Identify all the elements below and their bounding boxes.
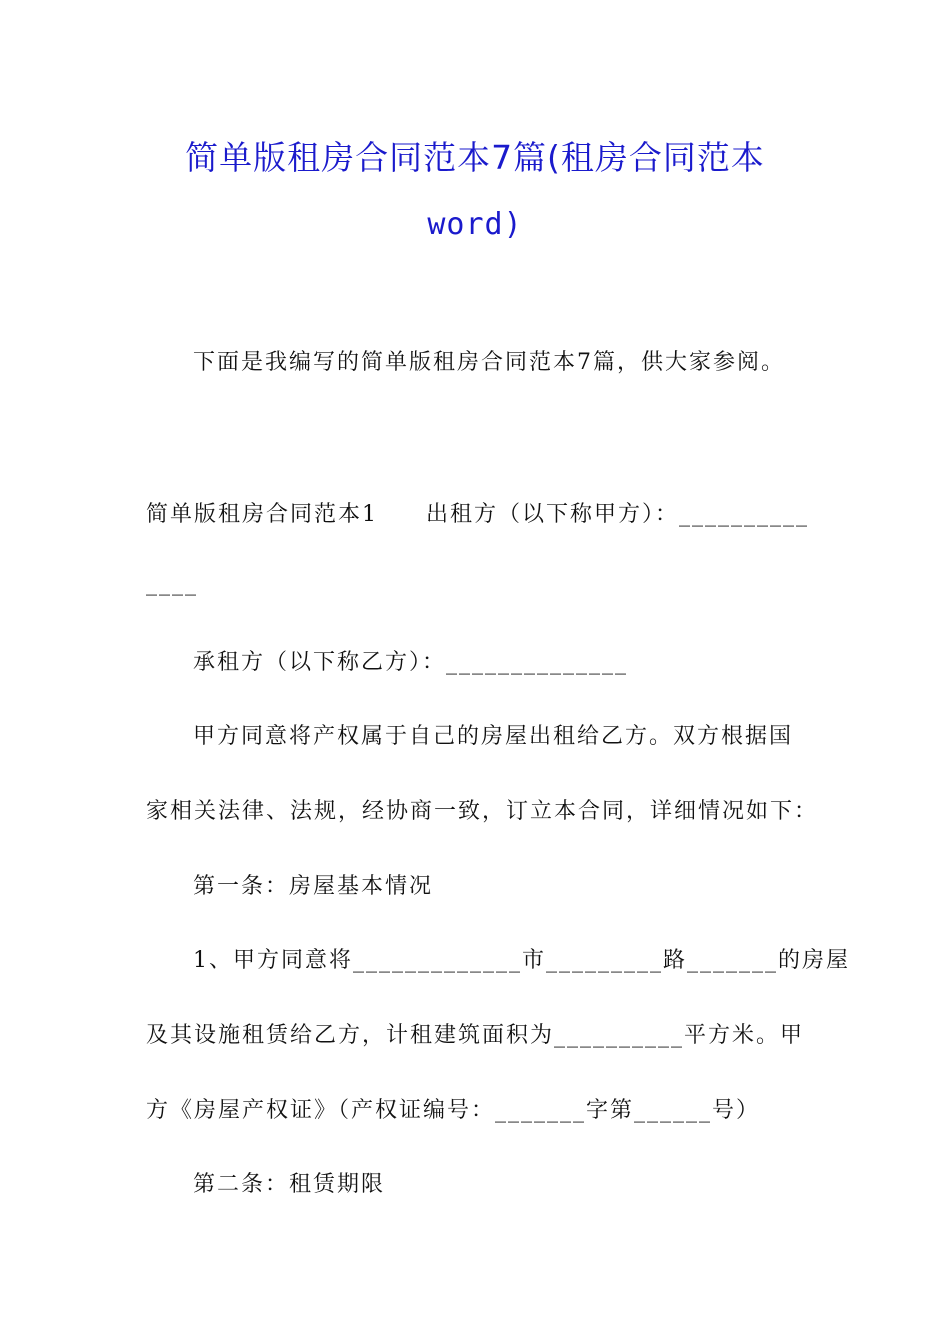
clause-1-line-3: 方《房屋产权证》（产权证编号：_______字第______号） bbox=[146, 1098, 761, 1123]
intro-paragraph: 下面是我编写的简单版租房合同范本7篇，供大家参阅。 bbox=[193, 350, 785, 375]
blank-continuation: ____ bbox=[146, 571, 198, 596]
contract-heading-line: 简单版租房合同范本1 出租方（以下称甲方）：__________ bbox=[146, 502, 809, 527]
document-title-line-2: word) bbox=[427, 207, 523, 242]
article-1-heading: 第一条：房屋基本情况 bbox=[193, 874, 434, 899]
article-2-heading: 第二条：租赁期限 bbox=[193, 1172, 386, 1197]
lessee-line: 承租方（以下称乙方）：______________ bbox=[193, 650, 629, 675]
document-title-line-1: 简单版租房合同范本7篇(租房合同范本 bbox=[185, 138, 765, 177]
clause-1-line-2: 及其设施租赁给乙方，计租建筑面积为__________平方米。甲 bbox=[146, 1023, 805, 1048]
agreement-paragraph-line-1: 甲方同意将产权属于自己的房屋出租给乙方。双方根据国 bbox=[193, 724, 794, 749]
clause-1-line-1: 1、甲方同意将_____________市_________路_______的房屋 bbox=[193, 948, 850, 973]
agreement-paragraph-line-2: 家相关法律、法规，经协商一致，订立本合同，详细情况如下： bbox=[146, 799, 819, 824]
